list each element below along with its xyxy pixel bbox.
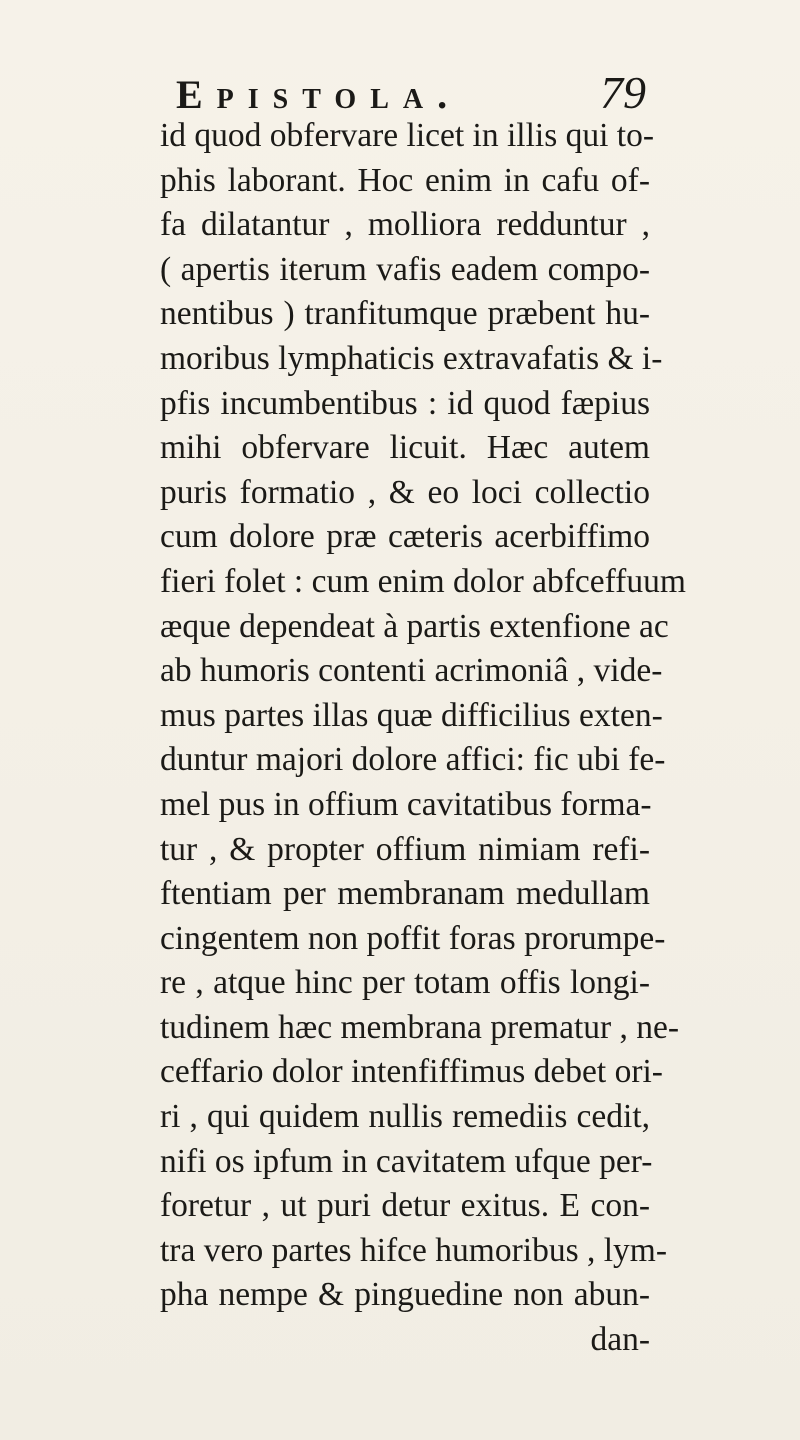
text-line-11: fieri folet : cum enim dolor abfceffuum [160,562,686,600]
text-line-9: puris formatio , & eo loci collectio [160,473,650,511]
text-line-22: ceffario dolor intenfiffimus debet ori- [160,1053,663,1091]
text-line-23: ri , qui quidem nullis remediis cedit, [160,1098,650,1136]
text-line-2: phis laborant. Hoc enim in cafu of- [160,161,650,199]
text-line-14: mus partes illas quæ difficilius exten- [160,696,663,734]
text-line-5: nentibus ) tranfitumque præbent hu- [160,295,650,333]
page-number: 79 [600,67,646,118]
text-line-19: cingentem non poffit foras prorumpe- [160,919,666,957]
catchword: dan- [590,1321,650,1359]
text-line-8: mihi obfervare licuit. Hæc autem [160,429,650,467]
text-line-20: re , atque hinc per totam offis longi- [160,964,650,1002]
text-line-26: tra vero partes hifce humoribus , lym- [160,1231,667,1269]
text-line-4: ( apertis iterum vafis eadem compo- [160,250,650,288]
text-line-27: pha nempe & pinguedine non abun- [160,1276,650,1314]
text-line-25: foretur , ut puri detur exitus. E con- [160,1187,650,1225]
text-line-16: mel pus in offium cavitatibus forma- [160,785,652,823]
text-line-18: ftentiam per membranam medullam [160,875,650,913]
text-line-13: ab humoris contenti acrimoniâ , vide- [160,652,663,690]
text-line-17: tur , & propter offium nimiam refi- [160,830,650,868]
text-line-21: tudinem hæc membrana prematur , ne- [160,1008,680,1046]
text-line-3: fa dilatantur , molliora redduntur , [160,206,650,244]
text-line-12: æque dependeat à partis extenfione ac [160,607,669,645]
text-line-6: moribus lymphaticis extravafatis & i- [160,339,663,377]
text-line-15: duntur majori dolore affici: fic ubi fe- [160,741,666,779]
text-line-24: nifi os ipfum in cavitatem ufque per- [160,1142,653,1180]
text-line-7: pfis incumbentibus : id quod fæpius [160,384,650,422]
running-title: Epistola. [176,72,462,117]
text-line-1: id quod obfervare licet in illis qui to- [160,117,655,154]
text-line-10: cum dolore præ cæteris acerbiffimo [160,518,650,556]
body-text [160,114,686,1363]
